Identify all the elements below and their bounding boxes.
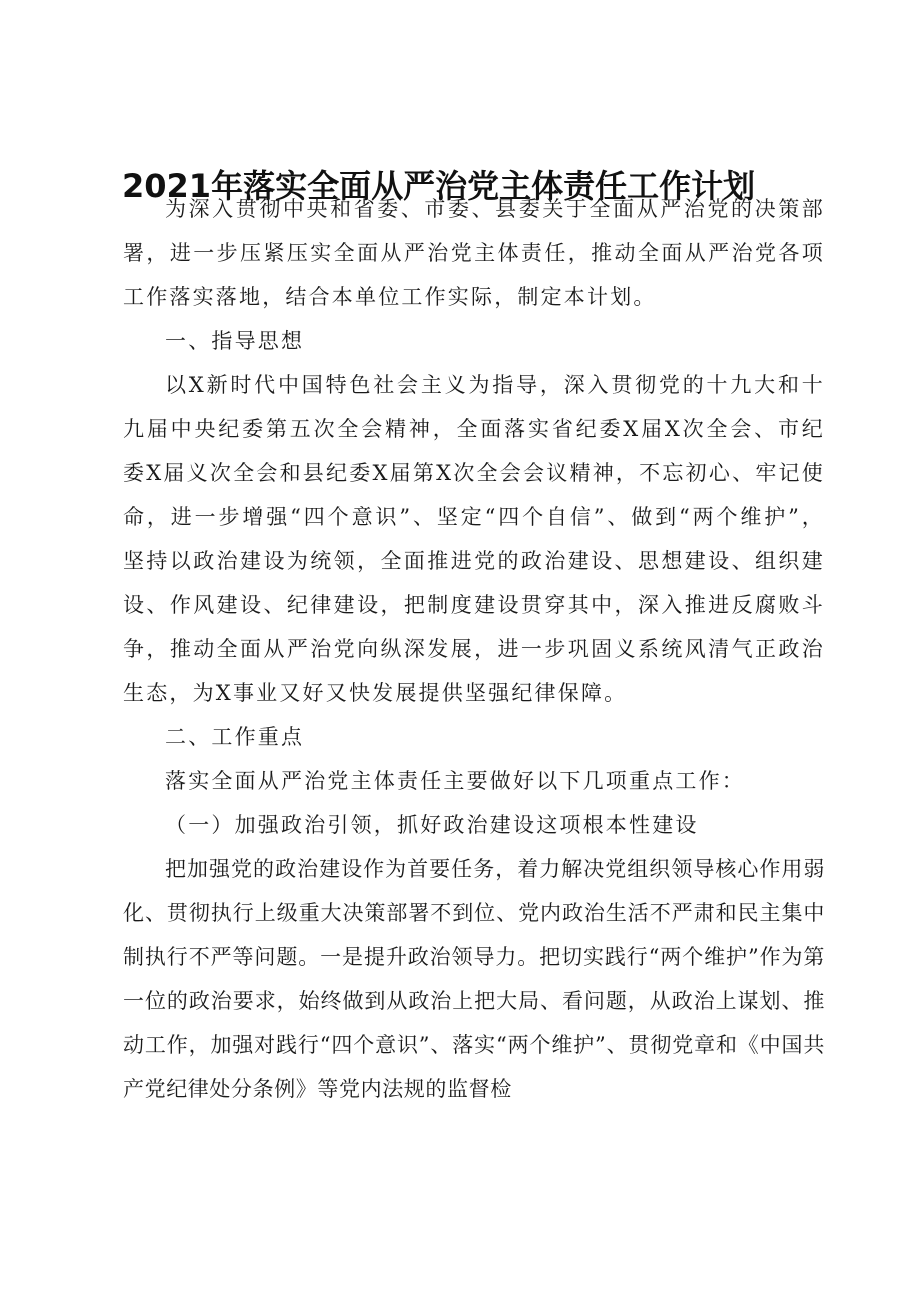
intro-paragraph: 为深入贯彻中央和省委、市委、县委关于全面从严治党的决策部署，进一步压紧压实全面从严治党主体责任，推动全面从严治党各项工作落实落地，结合本单位工作实际，制定本计划。 — [123, 197, 825, 309]
work-focus-intro-paragraph: 落实全面从严治党主体责任主要做好以下几项重点工作： — [165, 769, 745, 793]
subsection-heading-political-guidance: （一）加强政治引领，抓好政治建设这项根本性建设 — [165, 813, 699, 837]
political-guidance-paragraph: 把加强党的政治建设作为首要任务，着力解决党组织领导核心作用弱化、贯彻执行上级重大决策部署不到位、党内政治生活不严肃和民主集中制执行不严等问题。一是提升政治领导力。把切实践行“两个维护”作为第一位的政治要求，始终做到从政治上把大局、看问题，从政治上谋划、推动工作，加强对践行“四个意识”、落实“两个维护”、贯彻党章和《中国共产党纪律处分条例》等党内法规的监督检 — [123, 857, 825, 1101]
guiding-thought-paragraph: 以X新时代中国特色社会主义为指导，深入贯彻党的十九大和十九届中央纪委第五次全会精神，全面落实省纪委X届X次全会、市纪委X届义次全会和县纪委X届第X次全会会议精神，不忘初心、牢记使命，进一步增强“四个意识”、坚定“四个自信”、做到“两个维护”，坚持以政治建设为统领，全面推进党的政治建设、思想建设、组织建设、作风建设、纪律建设，把制度建设贯穿其中，深入推进反腐败斗争，推动全面从严治党向纵深发展，进一步巩固义系统风清气正政治生态，为X事业又好又快发展提供坚强纪律保障。 — [123, 373, 825, 705]
document-title: 2021年落实全面从严治党主体责任工作计划 — [122, 167, 756, 205]
section-heading-guiding-thought: 一、指导思想 — [165, 329, 305, 353]
document-body — [123, 187, 825, 1111]
section-heading-work-focus: 二、工作重点 — [165, 725, 305, 749]
